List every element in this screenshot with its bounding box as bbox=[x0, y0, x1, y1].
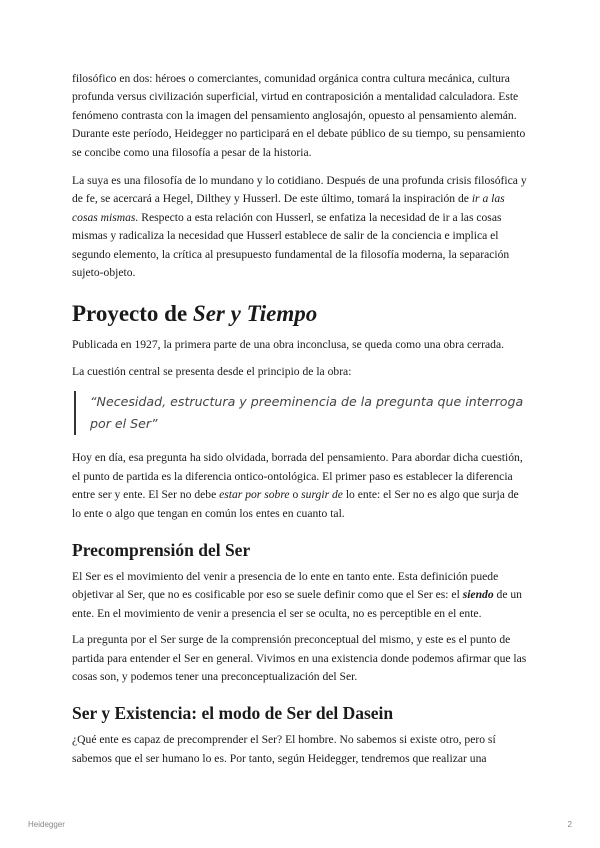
paragraph-pregunta: La pregunta por el Ser surge de la comprensión preconceptual del mismo, y este es el punto de partida para entender el Ser en general. Vivimos en una existencia donde podemos afirmar que las cosas son, y podemos tener una preconceptualización del Ser. bbox=[72, 633, 527, 683]
document-body bbox=[72, 70, 528, 776]
blockquote: “Necesidad, estructura y preeminencia de la pregunta que interroga por el Ser” bbox=[74, 391, 528, 435]
emphasis-text: ir a las cosas mismas. bbox=[72, 192, 505, 224]
page-number: 2 bbox=[567, 820, 572, 829]
heading-precomprension: Precomprensión del Ser bbox=[72, 539, 251, 560]
text-run: Hoy en día, esa pregunta ha sido olvidada, borrada del pensamiento. Para abordar dicha cuestión, el punto de partida es la diferencia ontico-ontológica. El primer paso es establecer la diferencia entre ser y ente. El Ser no debe bbox=[72, 451, 523, 502]
paragraph-cuestion: La cuestión central se presenta desde el principio de la obra: bbox=[72, 364, 352, 378]
paragraph-intro: filosófico en dos: héroes o comerciantes, comunidad orgánica contra cultura mecánica, cultura profunda versus civilización superficial, virtud en contraposición a mentalidad calculadora. Este fenómeno contrasta con la imagen del pensamiento anglosajón, opuesto al pensamiento alemán. Durante este período, Heidegger no participará en el debate público de su tiempo, su pensamiento se concibe como una filosofía a pesar de la historia. bbox=[72, 72, 526, 159]
emphasis-text: surgir de bbox=[301, 488, 343, 502]
paragraph-hoy bbox=[72, 449, 528, 523]
heading-emphasis: Ser y Tiempo bbox=[192, 301, 318, 327]
text-run: lo ente: el Ser no es algo que surja de lo ente o algo que tengan en común los entes en cuanto tal. bbox=[72, 488, 519, 520]
paragraph-publicada: Publicada en 1927, la primera parte de una obra inconclusa, se queda como una obra cerrada. bbox=[72, 338, 505, 352]
text-run: La suya es una filosofía de lo mundano y lo cotidiano. Después de una profunda crisis filosófica y de fe, se acercará a Hegel, Dilthey y Husserl. De este último, tomará la inspiración de bbox=[72, 174, 527, 206]
heading-ser-existencia: Ser y Existencia: el modo de Ser del Dasein bbox=[72, 703, 394, 724]
heading-proyecto bbox=[72, 300, 528, 328]
paragraph-mundano bbox=[72, 172, 528, 282]
text-run: El Ser es el movimiento del venir a presencia de lo ente en tanto ente. Esta definición puede objetivar al Ser, que no es cosificable por eso se suele definir como que el Ser es: el bbox=[72, 569, 499, 602]
text-run: o bbox=[289, 488, 302, 502]
strong-emphasis: siendo bbox=[462, 588, 494, 602]
footer-title: Heidegger bbox=[28, 820, 65, 829]
paragraph-que-ente: ¿Qué ente es capaz de precomprender el Ser? El hombre. No sabemos si existe otro, pero sí sabemos que el ser humano lo es. Por tanto, según Heidegger, tendremos que realizar una bbox=[72, 733, 496, 765]
paragraph-ser-movimiento bbox=[72, 568, 528, 623]
text-run: de un ente. En el movimiento de venir a presencia el ser se oculta, no es perceptible en el ente. bbox=[72, 588, 522, 620]
text-run: Respecto a esta relación con Husserl, se enfatiza la necesidad de ir a las cosas mismas y radicaliza la necesidad que Husserl establece de salir de la conciencia e implica el segundo elemento, la crítica al presupuesto fundamental de la filosofía moderna, la separación sujeto-objeto. bbox=[72, 210, 510, 280]
heading-text: Proyecto de bbox=[72, 301, 193, 327]
emphasis-text: estar por sobre bbox=[219, 488, 290, 502]
